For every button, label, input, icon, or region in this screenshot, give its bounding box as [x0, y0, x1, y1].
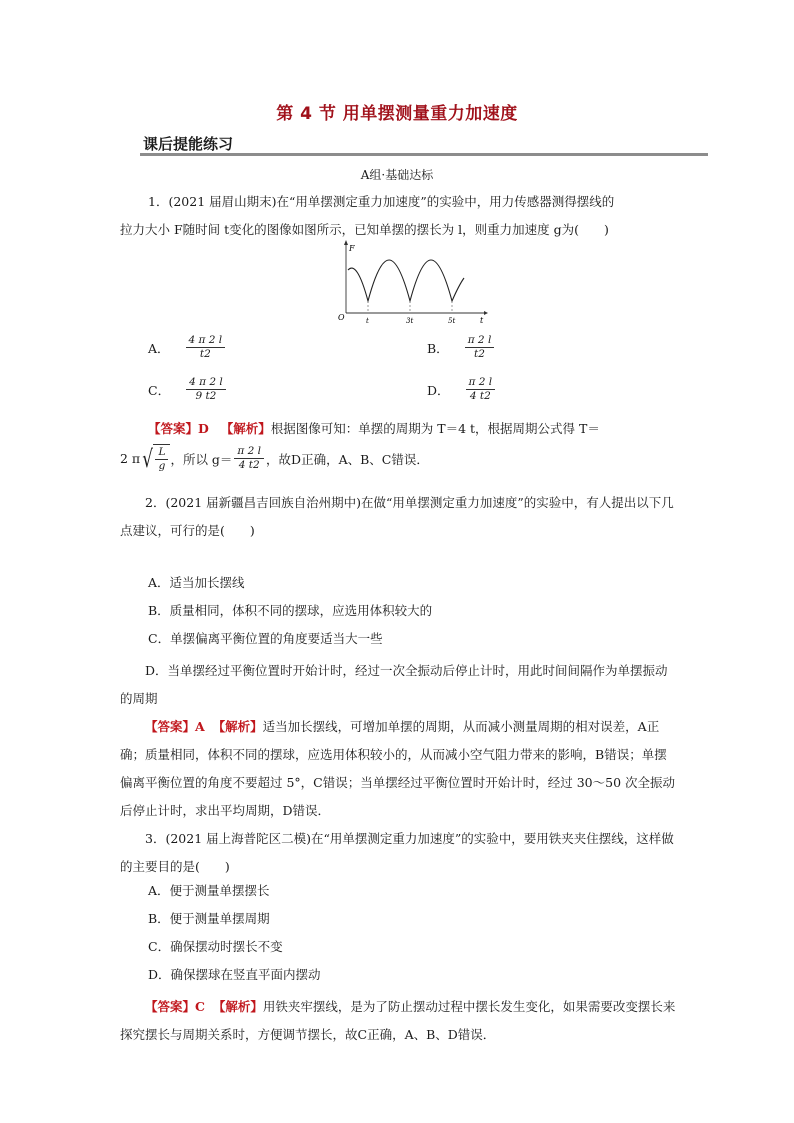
analysis-tag: 【解析】 — [212, 999, 263, 1014]
graph-y-label: F — [349, 244, 355, 253]
q1-option-a: A． $\frac{4 \pi 2 l}{t2}$ — [148, 334, 227, 361]
graph-x-arrow — [484, 311, 488, 315]
section-divider — [140, 153, 708, 156]
q1-option-b: B． $\frac{\pi 2 l}{t2}$ — [427, 334, 496, 361]
q1-stem-line2: 拉力大小 F随时间 t变化的图像如图所示，已知单摆的摆长为 l，则重力加速度 g为( ) — [120, 222, 609, 237]
analysis-tag: 【解析】 — [220, 421, 271, 436]
graph-tick-label: 5t — [448, 317, 456, 325]
page-title: 第 4 节 用单摆测量重力加速度 — [276, 104, 518, 124]
graph-origin-label: O — [338, 313, 345, 322]
answer-tag: 【答案】C — [145, 999, 205, 1014]
graph-tick-label: 3t — [406, 317, 414, 325]
graph-x-label: t — [480, 316, 484, 325]
q1-force-time-graph — [338, 240, 488, 325]
section-title: 课后提能练习 — [143, 135, 234, 153]
group-title: A组·基础达标 — [360, 168, 434, 182]
q1-option-d: D． $\frac{\pi 2 l}{4 t2}$ — [427, 376, 497, 403]
q3-analysis: 用铁夹牢摆线，是为了防止摆动过程中摆长发生变化，如果需要改变摆长来探究摆长与周期关系时，方便调节摆长，故C正确，A、B、D错误． — [120, 999, 676, 1042]
q2-stem: 2．(2021 届新疆昌吉回族自治州期中)在做“用单摆测定重力加速度”的实验中，有人提出以下几点建议，可行的是( ) — [120, 495, 674, 538]
q2-option-c: C．单摆偏离平衡位置的角度要适当大一些 — [148, 631, 383, 646]
q1-stem-line1: 1．(2021 届眉山期末)在“用单摆测定重力加速度”的实验中，用力传感器测得摆线的 — [148, 194, 615, 209]
q1-option-c: C． $\frac{4 \pi 2 l}{9 t2}$ — [148, 376, 228, 403]
q2-option-d: D．当单摆经过平衡位置时开始计时，经过一次全振动后停止计时，用此时间间隔作为单摆振动的周期 — [120, 663, 668, 706]
graph-tick-label: t — [366, 317, 369, 325]
q2-analysis: 适当加长摆线，可增加单摆的周期，从而减小测量周期的相对误差，A正确；质量相同，体积不同的摆球，应选用体积较小的，从而减小空气阻力带来的影响，B错误；单摆偏离平衡位置的角度不要超过 5°，C错误；当单摆经过平衡位置时开始计时，经过 30～50 次全振动后停止计时，求出平均周期，D错误． — [120, 719, 676, 818]
answer-tag: 【答案】A — [145, 719, 205, 734]
graph-curve — [348, 260, 464, 301]
q3-option-c: C．确保摆动时摆长不变 — [148, 939, 283, 954]
q2-answer-block — [120, 713, 676, 825]
q3-answer-block — [120, 993, 676, 1049]
q2-option-b: B．质量相同，体积不同的摆球，应选用体积较大的 — [148, 603, 433, 618]
q2-option-a: A．适当加长摆线 — [148, 575, 245, 590]
sqrt-expression: √ $\frac{L}{g}$ — [140, 444, 170, 473]
q3-option-d: D．确保摆球在竖直平面内摆动 — [148, 967, 321, 982]
graph-y-arrow — [344, 240, 348, 245]
q3-option-b: B．便于测量单摆周期 — [148, 911, 270, 926]
answer-tag: 【答案】D — [148, 421, 209, 436]
q3-stem: 3．(2021 届上海普陀区二模)在“用单摆测定重力加速度”的实验中，要用铁夹夹住摆线，这样做的主要目的是( ) — [120, 831, 674, 874]
q1-answer — [148, 419, 600, 437]
q1-analysis-line2: 2 π √ $\frac{L}{g}$ ，所以 g＝ $\frac{\pi 2 l}{4 t2}$ ，故D正确，A、B、C错误． — [120, 444, 429, 473]
q3-option-a: A．便于测量单摆摆长 — [148, 883, 270, 898]
q1-analysis-line1: 根据图像可知：单摆的周期为 T＝4 t，根据周期公式得 T＝ — [270, 421, 600, 436]
analysis-tag: 【解析】 — [212, 719, 263, 734]
